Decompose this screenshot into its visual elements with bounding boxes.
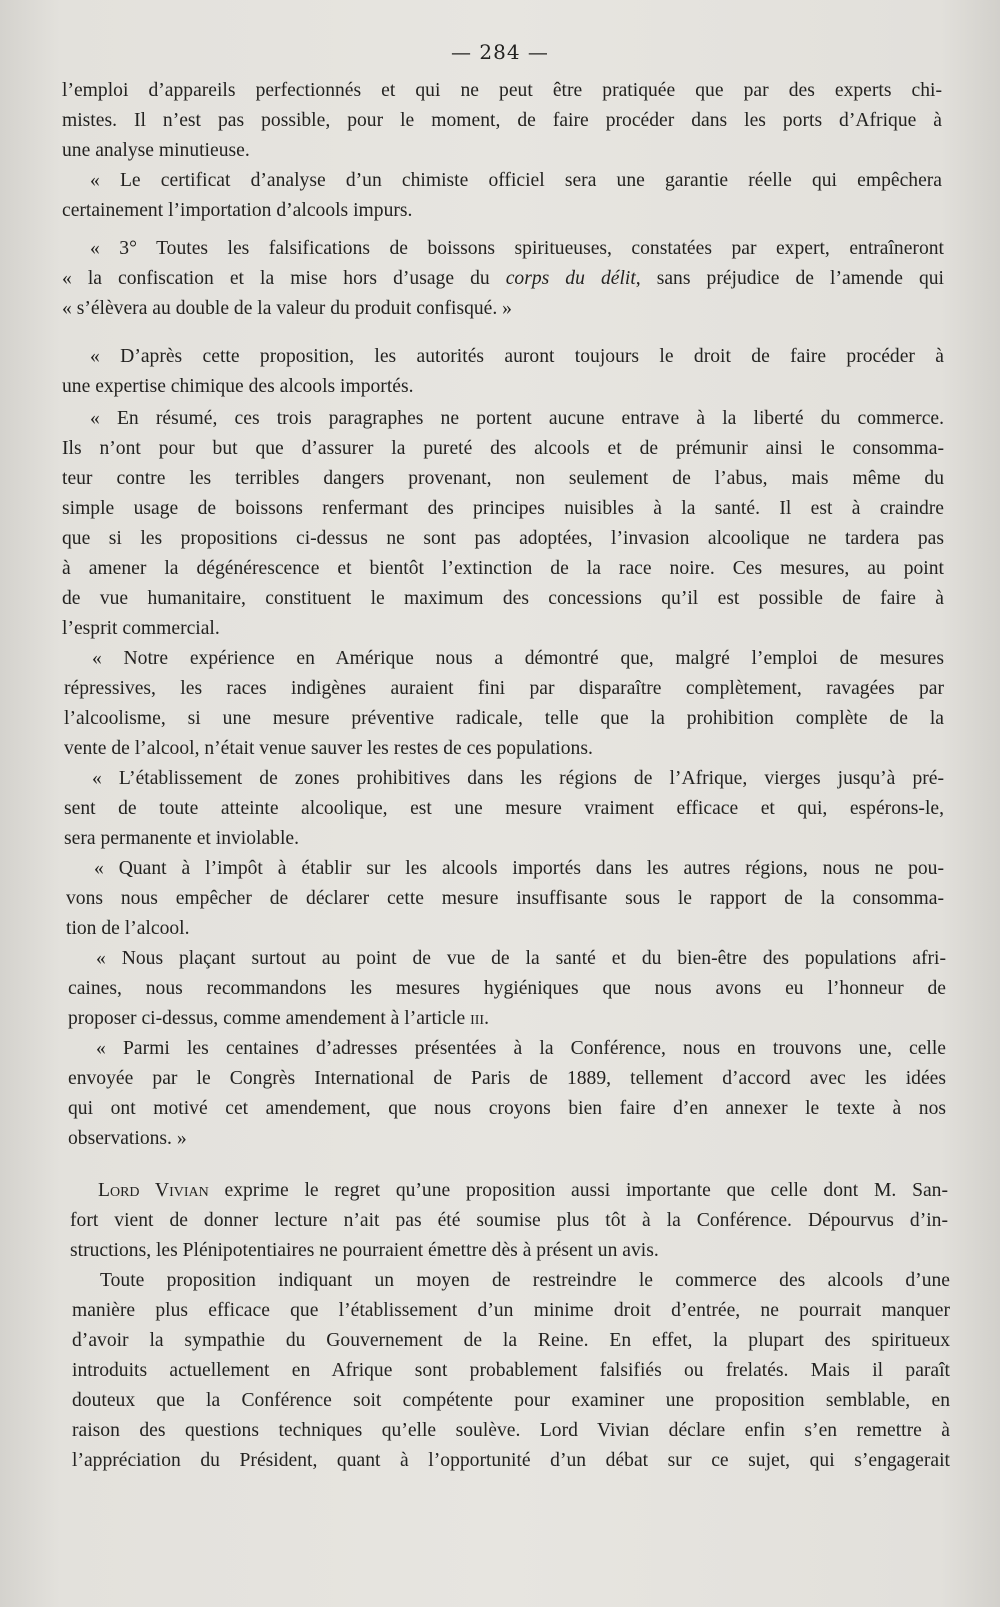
text-line: structions, les Plénipotentiaires ne pourraient émettre dès à présent un avis.: [70, 1240, 659, 1261]
text-line: [98, 1176, 948, 1206]
text-line: « En résumé, ces trois paragraphes ne portent aucune entrave à la liberté du commerce.: [90, 408, 944, 429]
text-line: [62, 264, 944, 294]
text-line: sent de toute atteinte alcoolique, est une mesure vraiment efficace et qui, espérons-le,: [64, 798, 944, 819]
text-line: vons nous empêcher de déclarer cette mesure insuffisante sous le rapport de la consomma-: [66, 888, 944, 909]
text-line: « 3° Toutes les falsifications de boissons spiritueuses, constatées par expert, entraîneront: [90, 238, 944, 259]
text-line: que si les propositions ci-dessus ne sont pas adoptées, l’invasion alcoolique ne tardera pas: [62, 528, 944, 549]
text-line: « Le certificat d’analyse d’un chimiste officiel sera une garantie réelle qui empêchera: [90, 170, 942, 191]
text-line: [68, 1004, 948, 1034]
text-line: une analyse minutieuse.: [62, 140, 250, 161]
text-line: d’avoir la sympathie du Gouvernement de la Reine. En effet, la plupart des spiritueux: [72, 1330, 950, 1351]
text-line: « Parmi les centaines d’adresses présentées à la Conférence, nous en trouvons une, celle: [96, 1038, 946, 1059]
quoted-text: « la confiscation et la mise hors d’usage du corps du délit, sans préjudice de l’amende qui: [62, 268, 944, 289]
text-line: Toute proposition indiquant un moyen de restreindre le commerce des alcools d’une: [100, 1270, 950, 1291]
text-line: vente de l’alcool, n’était venue sauver les restes de ces populations.: [64, 738, 593, 759]
text-line: « D’après cette proposition, les autorités auront toujours le droit de faire procéder à: [90, 346, 944, 367]
text-line: Ils n’ont pour but que d’assurer la pureté des alcools et de prémunir ainsi le consomma-: [62, 438, 944, 459]
page-number: — 284 —: [451, 40, 549, 64]
text-line: qui ont motivé cet amendement, que nous croyons bien faire d’en annexer le texte à nos: [68, 1098, 946, 1119]
text-line: l’appréciation du Président, quant à l’opportunité d’un débat sur ce sujet, qui s’engagerait: [72, 1450, 950, 1471]
text-line: l’esprit commercial.: [62, 618, 220, 639]
text-line: certainement l’importation d’alcools impurs.: [62, 200, 413, 221]
quoted-text: proposer ci-dessus, comme amendement à l’article iii.: [68, 1008, 489, 1029]
text-line: douteux que la Conférence soit compétente pour examiner une proposition semblable, en: [72, 1390, 950, 1411]
text-line: de vue humanitaire, constituent le maximum des concessions qu’il est possible de faire à: [62, 588, 944, 609]
text-line: sera permanente et inviolable.: [64, 828, 300, 849]
text-line: caines, nous recommandons les mesures hygiéniques que nous avons eu l’honneur de: [68, 978, 946, 999]
text-line: à amener la dégénérescence et bientôt l’extinction de la race noire. Ces mesures, au point: [62, 558, 944, 579]
text-line: répressives, les races indigènes auraient fini par disparaître complètement, ravagées par: [64, 678, 944, 699]
text-line: envoyée par le Congrès International de Paris de 1889, tellement d’accord avec les idées: [68, 1068, 946, 1089]
text-line: « s’élèvera au double de la valeur du produit confisqué. »: [62, 298, 512, 319]
text-line: teur contre les terribles dangers provenant, non seulement de l’abus, mais même du: [62, 468, 944, 489]
text-line: raison des questions techniques qu’elle soulève. Lord Vivian déclare enfin s’en remettre à: [72, 1420, 950, 1441]
text-line: fort vient de donner lecture n’ait pas été soumise plus tôt à la Conférence. Dépourvus d’in-: [70, 1210, 948, 1231]
text-line: « Nous plaçant surtout au point de vue de la santé et du bien-être des populations afri-: [96, 948, 946, 969]
text-line: mistes. Il n’est pas possible, pour le moment, de faire procéder dans les ports d’Afrique à: [62, 110, 942, 131]
speaker-text: Lord Vivian exprime le regret qu’une proposition aussi importante que celle dont M. San-: [98, 1180, 948, 1201]
text-line: l’alcoolisme, si une mesure préventive radicale, telle que la prohibition complète de la: [64, 708, 944, 729]
text-line: une expertise chimique des alcools importés.: [62, 376, 414, 397]
text-line: « Notre expérience en Amérique nous a démontré que, malgré l’emploi de mesures: [92, 648, 944, 669]
text-line: manière plus efficace que l’établissement d’un minime droit d’entrée, ne pourrait manquer: [72, 1300, 950, 1321]
text-line: « L’établissement de zones prohibitives dans les régions de l’Afrique, vierges jusqu’à pré-: [92, 768, 944, 789]
text-line: l’emploi d’appareils perfectionnés et qui ne peut être pratiquée que par des experts chi-: [62, 80, 942, 101]
text-line: observations. »: [68, 1128, 187, 1149]
text-line: tion de l’alcool.: [66, 918, 190, 939]
text-line: simple usage de boissons renfermant des principes nuisibles à la santé. Il est à craindre: [62, 498, 944, 519]
text-line: introduits actuellement en Afrique sont probablement falsifiés ou frelatés. Mais il paraît: [72, 1360, 950, 1381]
text-line: « Quant à l’impôt à établir sur les alcools importés dans les autres régions, nous ne pou-: [94, 858, 944, 879]
